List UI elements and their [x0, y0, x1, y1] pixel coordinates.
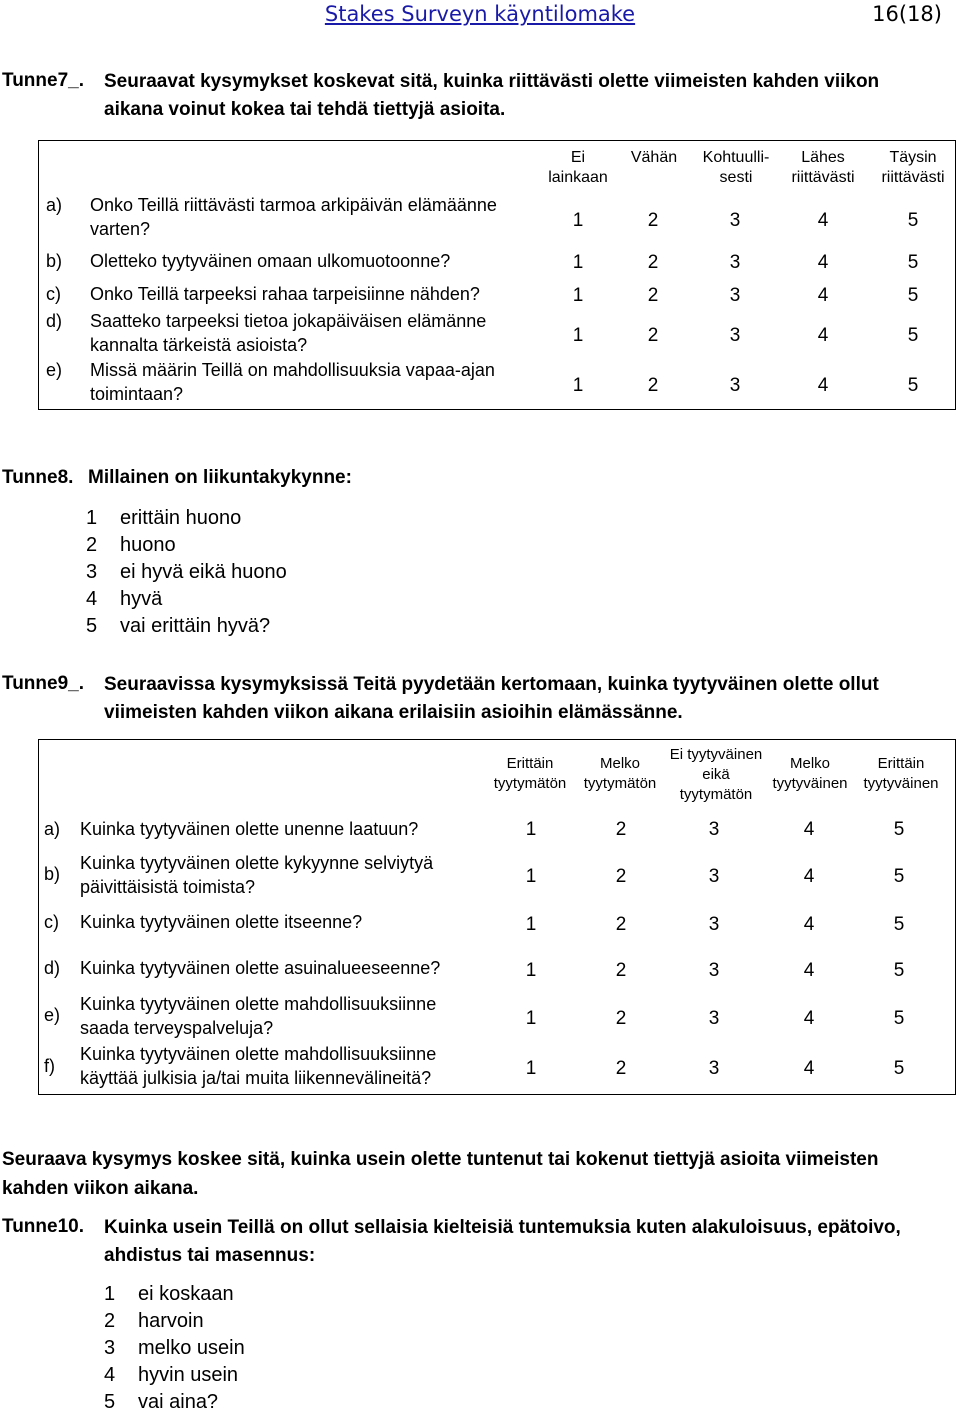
q10-options [104, 1281, 504, 1416]
q7-row-d-text: Saatteko tarpeeksi tietoa jokapäiväisen elämänne kannalta tärkeistä asioista? [90, 311, 487, 355]
q7-row-a-scale[interactable]: 1 2 3 4 5 [572, 210, 919, 231]
q7-row-c-scale[interactable]: 1 2 3 4 5 [572, 285, 919, 306]
q9-row-c-scale[interactable]: 1 2 3 4 5 [525, 914, 905, 935]
q9-row-a-scale[interactable]: 1 2 3 4 5 [525, 819, 905, 840]
q10-question: Kuinka usein Teillä on ollut sellaisia kielteisiä tuntemuksia kuten alakuloisuus, epätoivo, ahdistus tai masennus: [104, 1217, 901, 1266]
q9-row-b-letter: b) [44, 864, 61, 884]
q9-col-5: Erittäin tyytyväinen [863, 755, 939, 792]
q9-row-f-scale[interactable]: 1 2 3 4 5 [525, 1058, 905, 1079]
q7-col-3: Kohtuulli- sesti [702, 149, 770, 186]
q9-row-b-text: Kuinka tyytyväinen olette kykyynne selviytyä päivittäisistä toimista? [80, 853, 434, 897]
q7-col-2: Vähän [630, 149, 678, 166]
q8-option-4[interactable]: 4 hyvä [86, 588, 163, 610]
document-title: Stakes Surveyn käyntilomake [324, 2, 636, 26]
q9-row-c-letter: c) [44, 912, 59, 932]
q7-question-line2: aikana voinut kokea tai tehdä tiettyjä asioita. [104, 99, 506, 120]
q7-question-line1: Seuraavat kysymykset koskevat sitä, kuinka riittävästi olette viimeisten kahden viikon [104, 71, 880, 92]
q7-col-1: Ei lainkaan [548, 149, 608, 186]
q9-row-c-text: Kuinka tyytyväinen olette itseenne? [80, 912, 363, 932]
q8-option-5[interactable]: 5 vai erittäin hyvä? [86, 615, 271, 637]
q9-row-e-scale[interactable]: 1 2 3 4 5 [525, 1008, 905, 1029]
q7-row-e-letter: e) [46, 360, 63, 380]
q9-row-a-text: Kuinka tyytyväinen olette unenne laatuun? [80, 819, 419, 839]
q9-row-e-letter: e) [44, 1005, 61, 1025]
q8-option-1[interactable]: 1 erittäin huono [86, 507, 242, 529]
q9-row-b-scale[interactable]: 1 2 3 4 5 [525, 866, 905, 887]
q8-option-2[interactable]: 2 huono [86, 534, 176, 556]
q7-row-c-letter: c) [46, 284, 61, 304]
page-number: 16(18) [872, 2, 942, 26]
q10-option-4[interactable]: 4 hyvin usein [104, 1364, 239, 1386]
q8-options [86, 505, 486, 640]
q9-row-f-text: Kuinka tyytyväinen olette mahdollisuuksiinne käyttää julkisia ja/tai muita liikennevälineitä? [80, 1044, 437, 1088]
q9-col-1: Erittäin tyytymätön [493, 755, 567, 792]
q10-option-5[interactable]: 5 vai aina? [104, 1391, 219, 1413]
q9-col-2: Melko tyytymätön [583, 755, 657, 792]
q7-col-5: Täysin riittävästi [881, 149, 945, 186]
q8-question: Millainen on liikuntakykynne: [88, 467, 352, 488]
q7-question [104, 68, 954, 124]
q7-row-b-scale[interactable]: 1 2 3 4 5 [572, 252, 919, 273]
q10-label: Tunne10. [2, 1216, 84, 1237]
q7-row-d-letter: d) [46, 311, 63, 331]
q9-row-d-letter: d) [44, 958, 61, 978]
q9-row-a-letter: a) [44, 819, 61, 839]
q7-label: Tunne7_. [2, 70, 84, 91]
q7-col-4: Lähes riittävästi [791, 149, 855, 186]
q9-row-d-text: Kuinka tyytyväinen olette asuinalueeseenne? [80, 958, 441, 978]
q10-option-2[interactable]: 2 harvoin [104, 1310, 204, 1332]
q7-row-e-scale[interactable]: 1 2 3 4 5 [572, 375, 919, 396]
q9-row-f-letter: f) [44, 1056, 55, 1076]
q9-question: Seuraavissa kysymyksissä Teitä pyydetään kertomaan, kuinka tyytyväinen olette ollut viimeisten kahden viikon aikana erilaisiin asioihin elämässänne. [104, 674, 879, 723]
q9-row-e-text: Kuinka tyytyväinen olette mahdollisuuksiinne saada terveyspalveluja? [80, 994, 437, 1038]
q7-row-d-scale[interactable]: 1 2 3 4 5 [572, 325, 919, 346]
q9-col-3: Ei tyytyväinen eikä tyytymätön [669, 746, 763, 803]
q7-row-a-text: Onko Teillä riittävästi tarmoa arkipäivän elämäänne varten? [90, 195, 497, 239]
q10-option-3[interactable]: 3 melko usein [104, 1337, 245, 1359]
q9-row-d-scale[interactable]: 1 2 3 4 5 [525, 960, 905, 981]
q10-option-1[interactable]: 1 ei koskaan [104, 1283, 234, 1305]
q9-col-4: Melko tyytyväinen [772, 755, 848, 792]
q8-option-3[interactable]: 3 ei hyvä eikä huono [86, 561, 287, 583]
q9-label: Tunne9_. [2, 673, 84, 694]
q8-label: Tunne8. [2, 467, 74, 488]
section-intro: Seuraava kysymys koskee sitä, kuinka usein olette tuntenut tai kokenut tiettyjä asioita viimeisten kahden viikon aikana. [2, 1149, 879, 1199]
q7-row-c-text: Onko Teillä tarpeeksi rahaa tarpeisiinne nähden? [90, 284, 480, 304]
q7-row-b-letter: b) [46, 251, 63, 271]
q7-row-b-text: Oletteko tyytyväinen omaan ulkomuotoonne? [90, 251, 451, 271]
q7-row-e-text: Missä määrin Teillä on mahdollisuuksia vapaa-ajan toimintaan? [90, 360, 495, 404]
q7-row-a-letter: a) [46, 195, 63, 215]
